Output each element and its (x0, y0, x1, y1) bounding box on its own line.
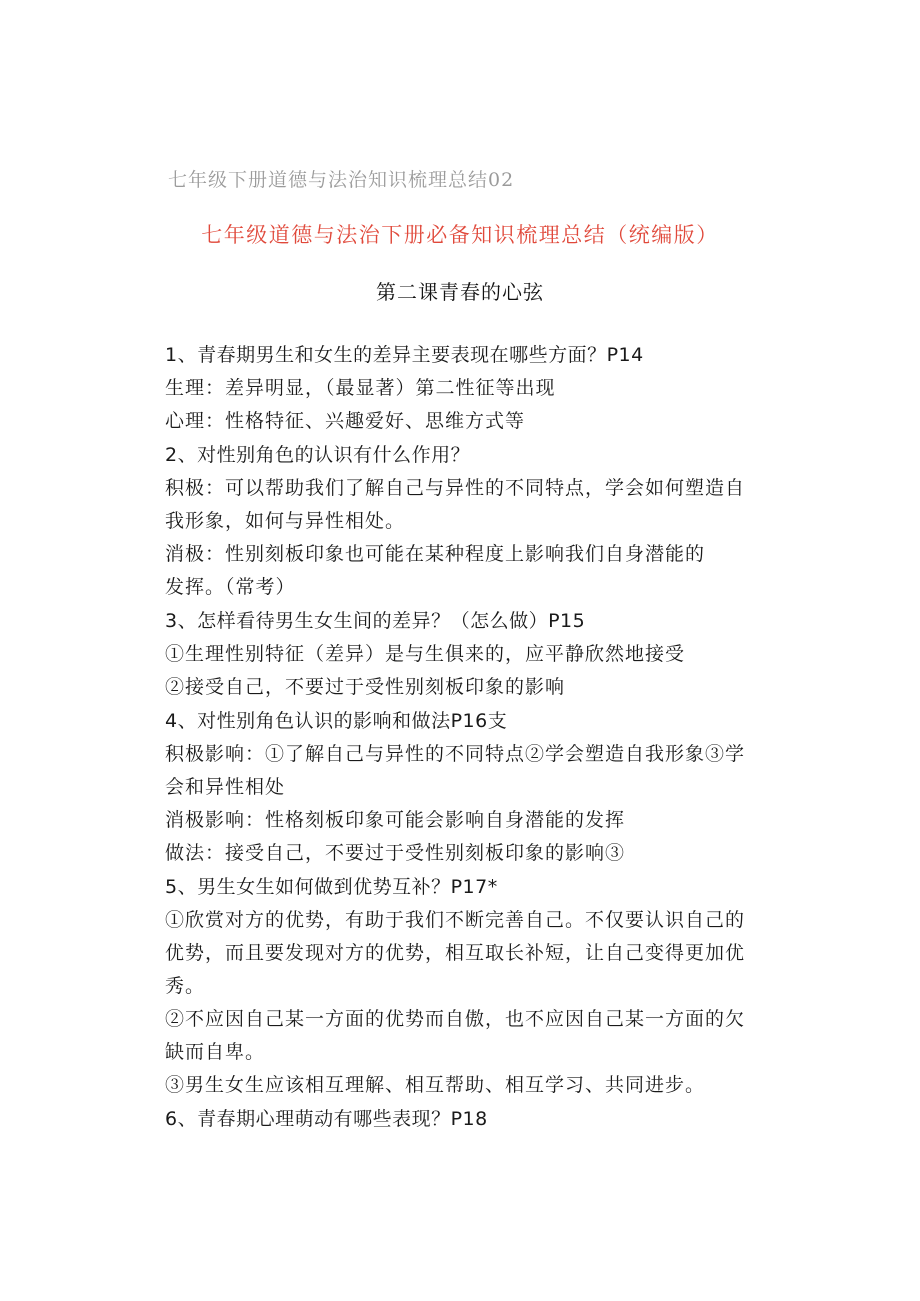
answer-line: 秀。 (165, 975, 206, 997)
answer-line: 我形象，如何与异性相处。 (165, 510, 406, 532)
answer-line: ①欣赏对方的优势，有助于我们不断完善自己。不仅要认识自己的 (165, 909, 746, 931)
answer-line: ①生理性别特征（差异）是与生俱来的，应平静欣然地接受 (165, 643, 686, 665)
answer-line: 会和异性相处 (165, 776, 286, 798)
answer-line: 消极影响：性格刻板印象可能会影响自身潜能的发挥 (165, 809, 626, 831)
answer-line: ②接受自己，不要过于受性别刻板印象的影响 (165, 676, 566, 698)
content-body (165, 338, 755, 1136)
answer-line: ③男生女生应该相互理解、相互帮助、相互学习、共同进步。 (165, 1074, 706, 1096)
question-heading: 3、怎样看待男生女生间的差异？（怎么做）P15 (165, 610, 586, 632)
answer-line: ②不应因自己某一方面的优势而自傲，也不应因自己某一方面的欠 (165, 1008, 746, 1030)
lesson-title: 第二课青春的心弦 (376, 280, 544, 304)
question-heading: 6、青春期心理萌动有哪些表现？P18 (165, 1108, 488, 1130)
answer-line: 缺而自卑。 (165, 1041, 266, 1063)
document-header: 七年级下册道德与法治知识梳理总结02 (168, 169, 515, 191)
answer-line: 心理：性格特征、兴趣爱好、思维方式等 (165, 410, 526, 432)
answer-line: 优势，而且要发现对方的优势，相互取长补短，让自己变得更加优 (165, 942, 746, 964)
answer-line: 消极：性别刻板印象也可能在某种程度上影响我们自身潜能的 (165, 543, 706, 565)
answer-line: 做法：接受自己，不要过于受性别刻板印象的影响③ (165, 842, 626, 864)
document-title: 七年级道德与法治下册必备知识梳理总结（统编版） (201, 223, 719, 247)
answer-line: 发挥。（常考） (165, 576, 296, 598)
question-heading: 5、男生女生如何做到优势互补？P17* (165, 876, 498, 898)
question-heading: 1、青春期男生和女生的差异主要表现在哪些方面？P14 (165, 344, 644, 366)
answer-line: 积极：可以帮助我们了解自己与异性的不同特点，学会如何塑造自 (165, 477, 746, 499)
answer-line: 生理：差异明显，（最显著）第二性征等出现 (165, 377, 556, 399)
question-heading: 4、对性别角色认识的影响和做法P16支 (165, 710, 508, 732)
question-heading: 2、对性别角色的认识有什么作用？ (165, 444, 471, 466)
answer-line: 积极影响：①了解自己与异性的不同特点②学会塑造自我形象③学 (165, 743, 746, 765)
